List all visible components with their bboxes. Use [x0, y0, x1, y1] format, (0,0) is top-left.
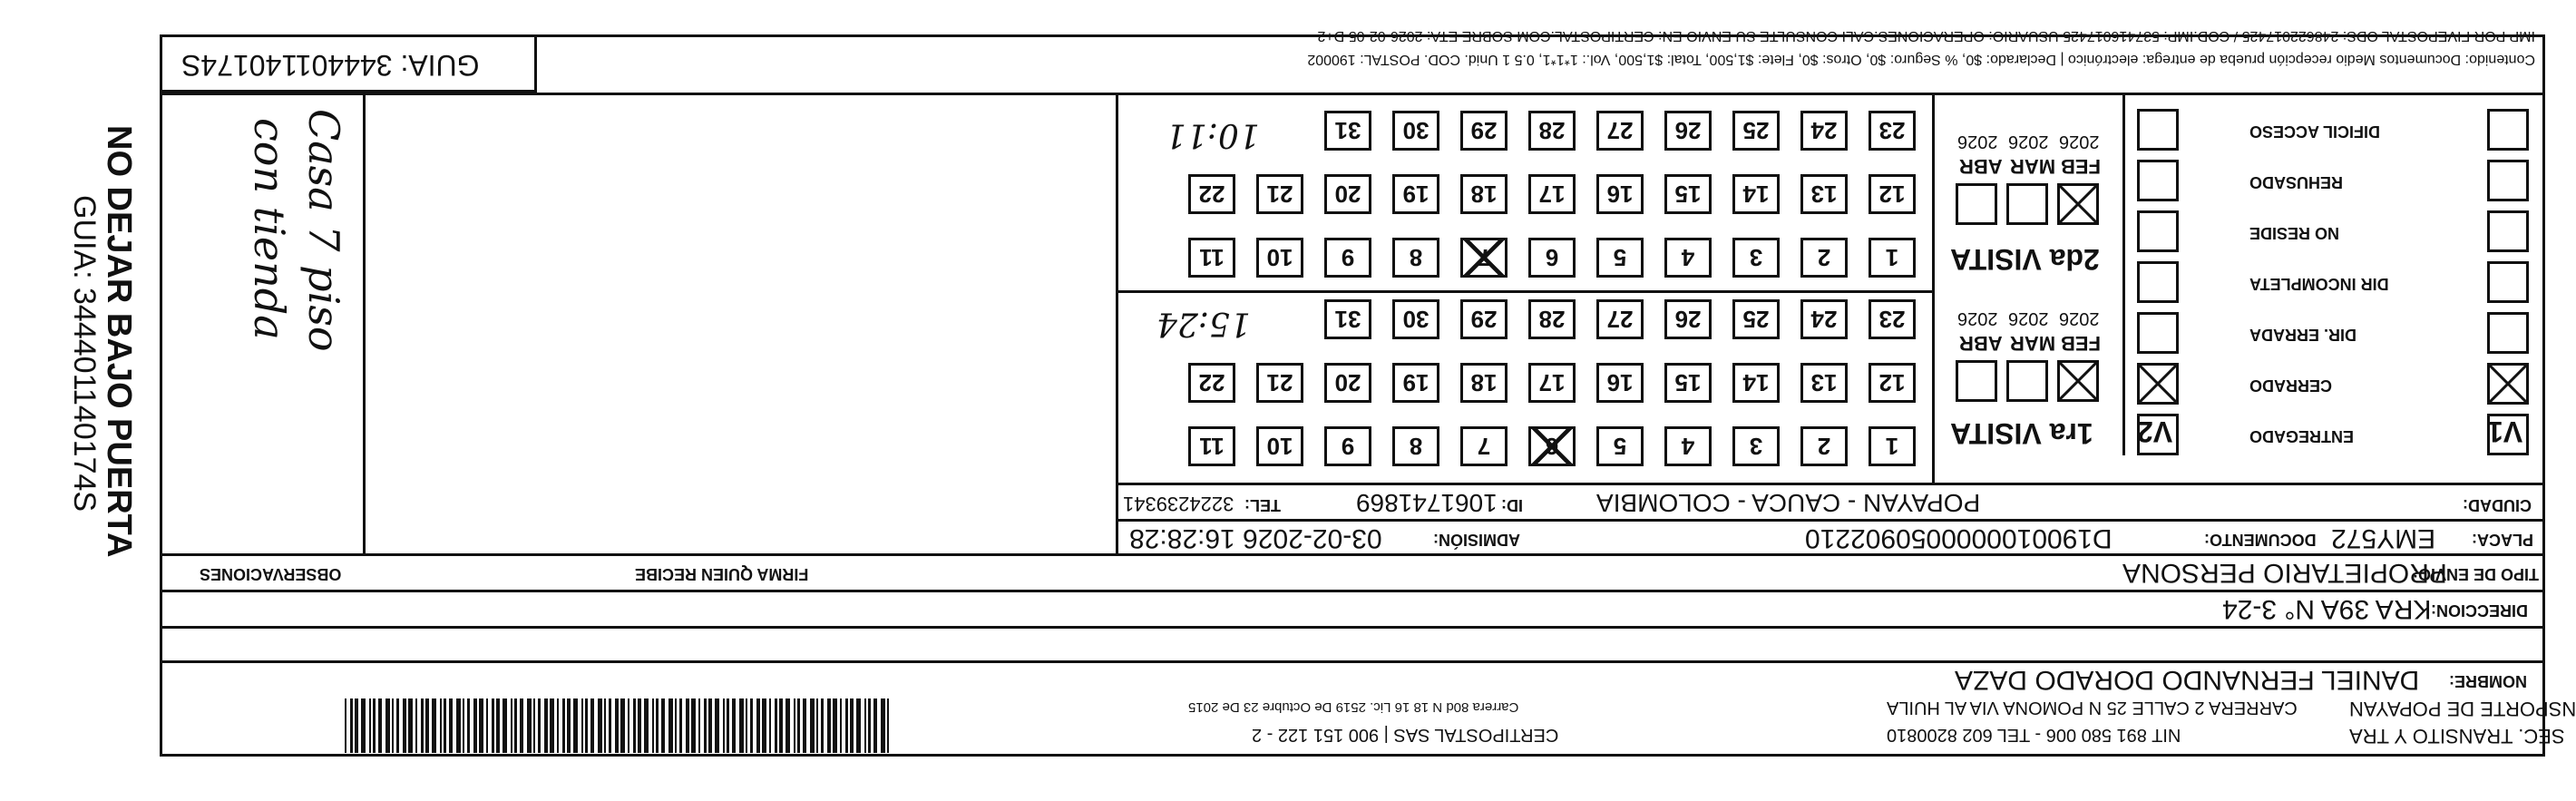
tipo-label: TIPO DE ENVIO: — [2413, 565, 2540, 583]
admision-value: 03-02-2026 16:28:28 — [1129, 523, 1382, 553]
calendar-day[interactable]: 13 — [1800, 363, 1848, 403]
calendar-day[interactable]: 16 — [1596, 174, 1644, 214]
calendar-day[interactable]: 29 — [1460, 299, 1508, 339]
observaciones-hand-1: Casa 7 piso — [299, 109, 348, 352]
calendar-day[interactable]: 24 — [1800, 299, 1848, 339]
first-visit-time: 15:24 — [1156, 305, 1251, 342]
calendar-day[interactable]: 15 — [1664, 174, 1712, 214]
visit-year: 2026 — [2008, 132, 2049, 151]
calendar-day[interactable]: 22 — [1188, 363, 1235, 403]
barcode — [345, 698, 889, 753]
visit-month: ABR — [1959, 155, 2003, 178]
calendar-day[interactable]: 18 — [1460, 174, 1508, 214]
side-guia: GUIA: 344401140174S — [67, 195, 102, 513]
visit-month: FEB — [2061, 155, 2101, 178]
calendar-day[interactable]: 8 — [1392, 238, 1439, 278]
calendar-day[interactable]: 5 — [1596, 238, 1644, 278]
calendar-day[interactable]: 21 — [1256, 363, 1303, 403]
calendar-day[interactable]: 6 — [1528, 426, 1576, 466]
placa-value: EMY572 — [2331, 523, 2436, 553]
calendar-day[interactable]: 22 — [1188, 174, 1235, 214]
calendar-day[interactable]: 26 — [1664, 111, 1712, 151]
calendar-day[interactable]: 2 — [1800, 238, 1848, 278]
v1-label: V1 — [2487, 415, 2523, 448]
observaciones-hand-2: con tienda — [245, 118, 294, 340]
calendar-day[interactable]: 13 — [1800, 174, 1848, 214]
calendar-day[interactable]: 11 — [1188, 238, 1235, 278]
calendar-day[interactable]: 29 — [1460, 111, 1508, 151]
v1-checkbox[interactable] — [2487, 261, 2529, 303]
tipo-value: PROPIETARIO PERSONA — [2122, 558, 2447, 588]
v2-checkbox[interactable] — [2137, 363, 2179, 405]
calendar-day[interactable]: 9 — [1324, 238, 1371, 278]
calendar-day[interactable]: 17 — [1528, 174, 1576, 214]
tel-label: TEL: — [1244, 496, 1281, 514]
reason-label: DIR. ERRADA — [2249, 326, 2357, 344]
footer-company: CERTIPOSTAL SAS | 900 151 122 - 2 — [1252, 725, 1559, 745]
visit-year: 2026 — [2059, 308, 2100, 328]
nombre-value: DANIEL FERNANDO DORADO DAZA — [1955, 665, 2420, 695]
id-value: 1061741869 — [1356, 489, 1498, 517]
reason-label: DIR INCOMPLETA — [2249, 275, 2389, 293]
calendar-day[interactable]: 21 — [1256, 174, 1303, 214]
v2-checkbox[interactable] — [2137, 312, 2179, 354]
v1-checkbox[interactable] — [2487, 210, 2529, 252]
calendar-day[interactable]: 25 — [1732, 111, 1780, 151]
calendar-day[interactable]: 10 — [1256, 238, 1303, 278]
visit-year: 2026 — [2059, 132, 2100, 151]
reason-label: REHUSADO — [2249, 173, 2344, 191]
visit-month: FEB — [2061, 332, 2101, 355]
visit-month-checkbox[interactable] — [1956, 183, 1997, 225]
nombre-label: NOMBRE: — [2449, 672, 2527, 690]
firma-label: FIRMA QUIEN RECIBE — [635, 565, 809, 583]
calendar-day[interactable]: 20 — [1324, 174, 1371, 214]
calendar-day[interactable]: 17 — [1528, 363, 1576, 403]
v1-checkbox[interactable] — [2487, 160, 2529, 201]
calendar-day[interactable]: 2 — [1800, 426, 1848, 466]
calendar-day[interactable]: 12 — [1869, 363, 1916, 403]
ciudad-value: POPAYAN - CAUCA - COLOMBIA — [1596, 489, 1981, 517]
calendar-day[interactable]: 25 — [1732, 299, 1780, 339]
calendar-day[interactable]: 23 — [1869, 111, 1916, 151]
v1-checkbox[interactable] — [2487, 363, 2529, 405]
calendar-day[interactable]: 4 — [1664, 426, 1712, 466]
ciudad-label: CIUDAD: — [2463, 496, 2532, 514]
reason-label: DIFICIL ACCESO — [2249, 122, 2381, 141]
footer-nit: NIT 891 580 006 - TEL 602 8200810 — [1887, 725, 2181, 745]
v1-checkbox[interactable] — [2487, 312, 2529, 354]
admision-label: ADMISIÓN: — [1433, 531, 1520, 549]
calendar-day[interactable]: 15 — [1664, 363, 1712, 403]
calendar-day[interactable]: 23 — [1869, 299, 1916, 339]
visit-year: 2026 — [2008, 308, 2049, 328]
calendar-day[interactable]: 19 — [1392, 363, 1439, 403]
calendar-day[interactable]: 6 — [1528, 238, 1576, 278]
calendar-day[interactable]: 30 — [1392, 111, 1439, 151]
footer-sender-2: NSPORTE DE POPAYAN — [2349, 698, 2576, 720]
second-visit-time: 10:11 — [1166, 116, 1260, 153]
reason-label: ENTREGADO — [2249, 427, 2355, 445]
guia-box-text: GUIA: 344401140174S — [181, 49, 480, 82]
calendar-day[interactable]: 14 — [1732, 174, 1780, 214]
calendar-day[interactable]: 10 — [1256, 426, 1303, 466]
v2-checkbox[interactable] — [2137, 261, 2179, 303]
footer-sender-1: SEC. TRANSITO Y TRA — [2349, 725, 2565, 747]
calendar-day[interactable]: 7 — [1460, 238, 1508, 278]
visit-month-checkbox[interactable] — [2006, 360, 2048, 402]
calendar-day[interactable]: 1 — [1869, 426, 1916, 466]
visit-year: 2026 — [1957, 308, 1998, 328]
visit-month-checkbox[interactable] — [2057, 360, 2099, 402]
calendar-day[interactable]: 7 — [1460, 426, 1508, 466]
v2-checkbox[interactable] — [2137, 160, 2179, 201]
calendar-day[interactable]: 5 — [1596, 426, 1644, 466]
placa-label: PLACA: — [2472, 531, 2533, 549]
visit-month: ABR — [1959, 332, 2003, 355]
visit-month-checkbox[interactable] — [2006, 183, 2048, 225]
calendar-day[interactable]: 27 — [1596, 299, 1644, 339]
calendar-day[interactable]: 28 — [1528, 111, 1576, 151]
second-visit-title: 2da VISITA — [1950, 243, 2100, 276]
calendar-day[interactable]: 1 — [1869, 238, 1916, 278]
calendar-day[interactable]: 19 — [1392, 174, 1439, 214]
visit-month: MAR — [2010, 155, 2056, 178]
visit-month-checkbox[interactable] — [1956, 360, 1997, 402]
calendar-day[interactable]: 8 — [1392, 426, 1439, 466]
calendar-day[interactable]: 30 — [1392, 299, 1439, 339]
calendar-day[interactable]: 27 — [1596, 111, 1644, 151]
footer-company-address: Carrera 80d N 18 16 Lic. 2519 De Octubre 23 De 2015 — [1188, 699, 1519, 715]
side-title: NO DEJAR BAJO PUERTA — [100, 125, 138, 558]
calendar-day[interactable]: 3 — [1732, 426, 1780, 466]
calendar-day[interactable]: 24 — [1800, 111, 1848, 151]
calendar-day[interactable]: 31 — [1324, 299, 1371, 339]
calendar-day[interactable]: 9 — [1324, 426, 1371, 466]
v2-checkbox[interactable] — [2137, 210, 2179, 252]
visit-month-checkbox[interactable] — [2057, 183, 2099, 225]
calendar-day[interactable]: 4 — [1664, 238, 1712, 278]
calendar-day[interactable]: 12 — [1869, 174, 1916, 214]
calendar-day[interactable]: 14 — [1732, 363, 1780, 403]
documento-value: D1900100000050902210 — [1805, 523, 2113, 553]
observaciones-label: OBSERVACIONES — [200, 565, 342, 583]
calendar-day[interactable]: 31 — [1324, 111, 1371, 151]
v1-checkbox[interactable] — [2487, 109, 2529, 151]
footer-address: CARRERA 2 CALLE 25 N POMONA VIA AL HUILA — [1887, 698, 2298, 718]
direccion-value: KRA 39A N° 3-24 — [2222, 594, 2432, 624]
id-label: ID: — [1501, 496, 1523, 514]
direccion-label: DIRECCION: — [2431, 601, 2528, 620]
documento-label: DOCUMENTO: — [2204, 531, 2317, 549]
visit-month: MAR — [2010, 332, 2056, 355]
tel-value: 3224239341 — [1123, 493, 1234, 515]
v2-label: V2 — [2137, 415, 2173, 448]
header-line1: IMP POR FIVEPOSTAL ODS: 248622017425 / COD.IMP: 537416017425 USUARIO: OPERACIONES.CALI CONSULTE SU ENVIO EN: CERTIPOSTAL.COM SOBRE ETA: 2026-02-05 D+2 — [1317, 28, 2535, 44]
calendar-day[interactable]: 28 — [1528, 299, 1576, 339]
calendar-day[interactable]: 11 — [1188, 426, 1235, 466]
calendar-day[interactable]: 3 — [1732, 238, 1780, 278]
calendar-day[interactable]: 20 — [1324, 363, 1371, 403]
calendar-day[interactable]: 26 — [1664, 299, 1712, 339]
calendar-day[interactable]: 18 — [1460, 363, 1508, 403]
visit-year: 2026 — [1957, 132, 1998, 151]
v2-checkbox[interactable] — [2137, 109, 2179, 151]
header-line2: Contenido: Documentos Medio recepción prueba de entrega: electrónico | Declarado: $0, % Seguro: $0, Otros: $0, Flete: $1,500, Total: $1,500, Vol.: 1*1*1, 0.5 1 Unid. COD. POSTAL: 190002 — [1307, 52, 2535, 67]
first-visit-title: 1ra VISITA — [1950, 417, 2093, 450]
reason-label: NO RESIDE — [2249, 224, 2340, 242]
reason-label: CERRADO — [2249, 376, 2333, 395]
calendar-day[interactable]: 16 — [1596, 363, 1644, 403]
